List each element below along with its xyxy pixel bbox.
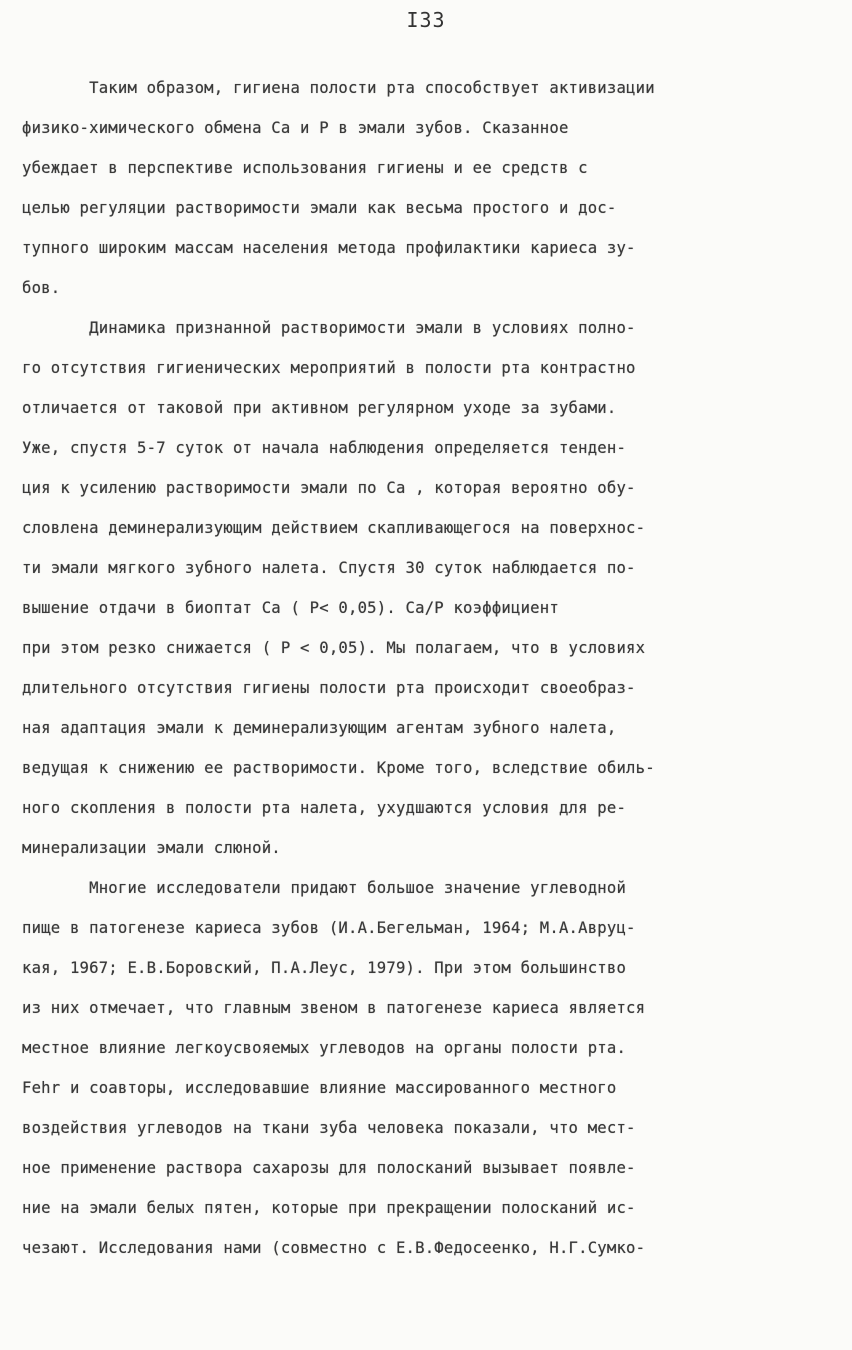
text-line: из них отмечает, что главным звеном в патогенезе кариеса является bbox=[22, 999, 646, 1017]
text-line: пище в патогенезе кариеса зубов (И.А.Бегельман, 1964; М.А.Авруц- bbox=[22, 919, 636, 937]
text-line: ние на эмали белых пятен, которые при прекращении полосканий ис- bbox=[22, 1199, 636, 1217]
text-line: воздействия углеводов на ткани зуба человека показали, что мест- bbox=[22, 1119, 636, 1137]
text-line: го отсутствия гигиенических мероприятий в полости рта контрастно bbox=[22, 359, 636, 377]
text-line: чезают. Исследования нами (совместно с Е.В.Федосеенко, Н.Г.Сумко- bbox=[22, 1239, 646, 1257]
text-line: ного скопления в полости рта налета, ухудшаются условия для ре- bbox=[22, 799, 627, 817]
text-line: ция к усилению растворимости эмали по Ca , которая вероятно обу- bbox=[22, 479, 636, 497]
text-line: ведущая к снижению ее растворимости. Кроме того, вследствие обиль- bbox=[22, 759, 655, 777]
text-line: физико-химического обмена Ca и P в эмали зубов. Сказанное bbox=[22, 119, 569, 137]
text-line: убеждает в перспективе использования гигиены и ее средств с bbox=[22, 159, 588, 177]
text-line: кая, 1967; Е.В.Боровский, П.А.Леус, 1979). При этом большинство bbox=[22, 959, 627, 977]
text-line: ти эмали мягкого зубного налета. Спустя 30 суток наблюдается по- bbox=[22, 559, 636, 577]
text-line: минерализации эмали слюной. bbox=[22, 839, 281, 857]
text-line: ное применение раствора сахарозы для полосканий вызывает появле- bbox=[22, 1159, 636, 1177]
text-line: ная адаптация эмали к деминерализующим агентам зубного налета, bbox=[22, 719, 617, 737]
text-line: целью регуляции растворимости эмали как весьма простого и дос- bbox=[22, 199, 617, 217]
text-line: тупного широким массам населения метода профилактики кариеса зу- bbox=[22, 239, 636, 257]
text-line: бов. bbox=[22, 279, 61, 297]
text-line: отличается от таковой при активном регулярном уходе за зубами. bbox=[22, 399, 617, 417]
text-line: Fehr и соавторы, исследовавшие влияние массированного местного bbox=[22, 1079, 617, 1097]
text-line: Уже, спустя 5-7 суток от начала наблюдения определяется тенден- bbox=[22, 439, 627, 457]
page-number: I33 bbox=[406, 8, 446, 32]
text-line: местное влияние легкоусвояемых углеводов на органы полости рта. bbox=[22, 1039, 627, 1057]
text-line: словлена деминерализующим действием скапливающегося на поверхнос- bbox=[22, 519, 646, 537]
text-line: Динамика признанной растворимости эмали в условиях полно- bbox=[22, 319, 636, 337]
text-line: Многие исследователи придают большое значение углеводной bbox=[22, 879, 627, 897]
text-line: при этом резко снижается ( P < 0,05). Мы полагаем, что в условиях bbox=[22, 639, 646, 657]
text-line: Таким образом, гигиена полости рта способствует активизации bbox=[22, 79, 655, 97]
text-line: длительного отсутствия гигиены полости рта происходит своеобраз- bbox=[22, 679, 636, 697]
text-line: вышение отдачи в биоптат Ca ( P< 0,05). Ca/P коэффициент bbox=[22, 599, 559, 617]
